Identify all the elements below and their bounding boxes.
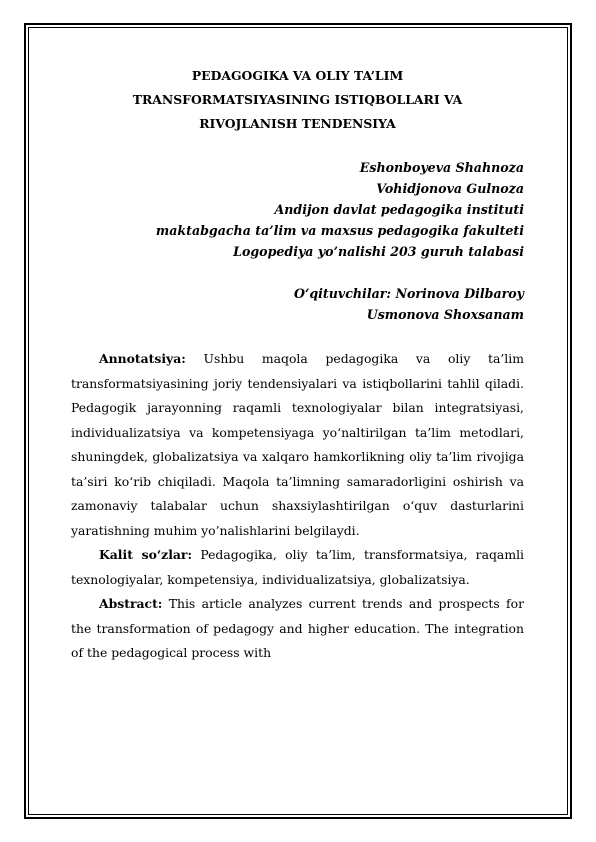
supervisor-name: Usmonova Shoxsanam xyxy=(366,307,524,322)
author-affiliation: Andijon davlat pedagogika instituti xyxy=(274,202,524,217)
author-affiliation: maktabgacha ta’lim va maxsus pedagogika fakulteti xyxy=(155,223,524,238)
keywords-text: Pedagogika, oliy ta’lim, transformatsiya, raqamli texnologiyalar, kompetensiya, individualizatsiya, globalizatsiya. xyxy=(71,547,524,587)
author-name: Vohidjonova Gulnoza xyxy=(376,181,524,196)
article-content xyxy=(71,64,524,666)
title-line: TRANSFORMATSIYASINING ISTIQBOLLARI VA xyxy=(132,92,463,107)
supervisor-name: O‘qituvchilar: Norinova Dilbaroy xyxy=(293,286,524,301)
abstract-paragraph xyxy=(71,592,524,666)
author-affiliation: Logopediya yo’nalishi 203 guruh talabasi xyxy=(233,244,524,259)
title-line: PEDAGOGIKA VA OLIY TA’LIM xyxy=(191,68,404,83)
abstract-label: Abstract: xyxy=(99,596,163,611)
title-line: RIVOJLANISH TENDENSIYA xyxy=(199,116,396,131)
annotation-label: Annotatsiya: xyxy=(99,351,186,366)
annotation-paragraph xyxy=(71,347,524,543)
keywords-label: Kalit so‘zlar: xyxy=(99,547,193,562)
abstract-text: This article analyzes current trends and prospects for the transformation of pedagogy and higher education. The integration of the pedagogical process with xyxy=(71,596,524,660)
keywords-paragraph xyxy=(71,543,524,592)
author-block xyxy=(71,157,524,262)
annotation-text: Ushbu maqola pedagogika va oliy ta’lim transformatsiyasining joriy tendensiyalari va istiqbollarini tahlil qiladi. Pedagogik jarayonning raqamli texnologiyalar bilan integratsiyasi, individualizatsiya va kompetensiyaga yo‘naltirilgan ta’lim metodlari, shuningdek, globalizatsiya va xalqaro hamkorlikning oliy ta’lim rivojiga ta’siri ko‘rib chiqiladi. Maqola ta’limning samaradorligini oshirish va zamonaviy talabalar uchun shaxsiylashtirilgan o‘quv dasturlarini yaratishning muhim yo’nalishlarini belgilaydi. xyxy=(71,351,524,538)
author-name: Eshonboyeva Shahnoza xyxy=(359,160,524,175)
supervisor-block xyxy=(71,283,524,325)
article-title xyxy=(71,64,524,136)
